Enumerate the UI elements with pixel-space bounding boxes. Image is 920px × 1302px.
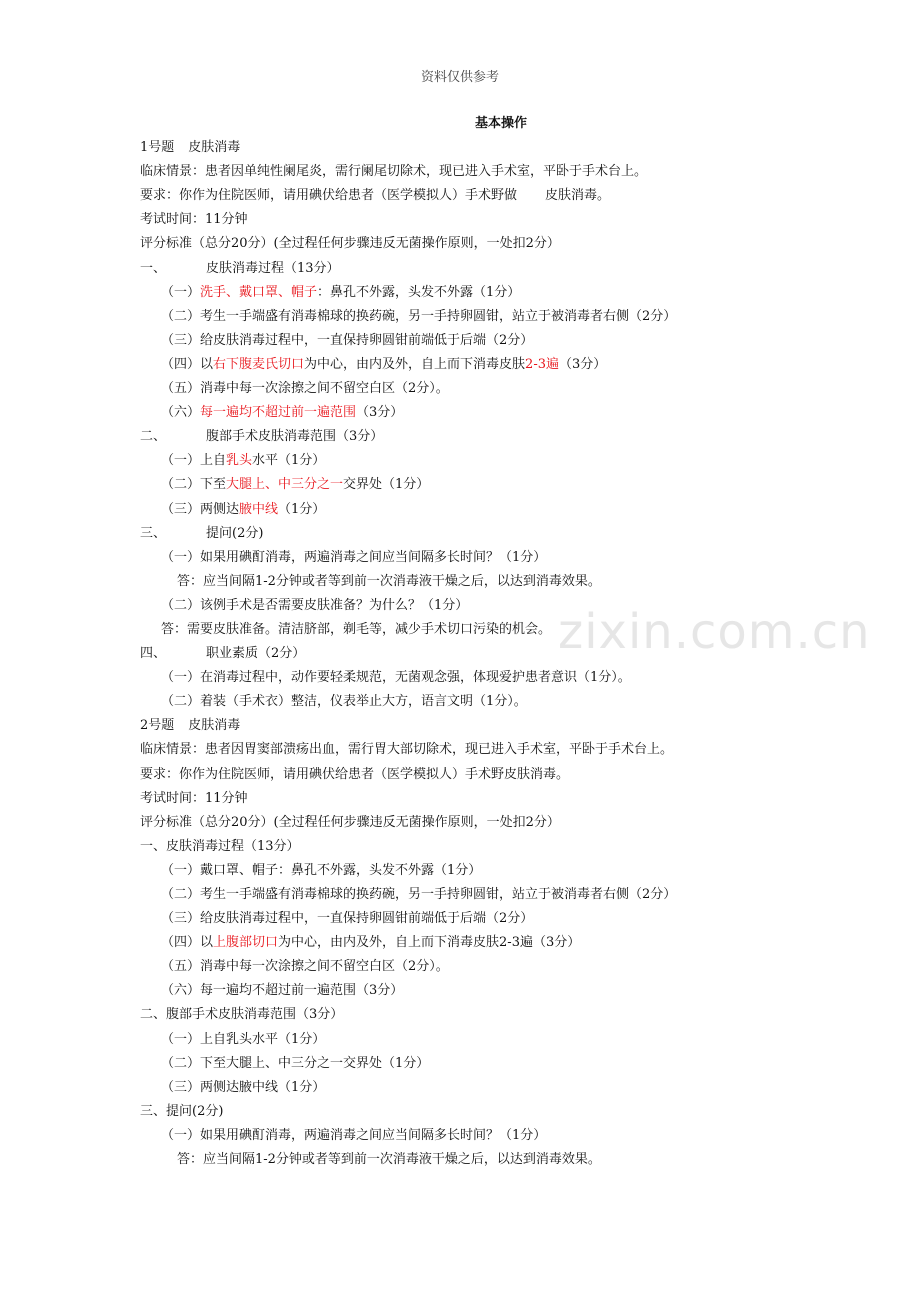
q2-s1-item-4: （四）以上腹部切口为中心，由内及外，自上而下消毒皮肤2-3遍（3分） — [161, 935, 581, 951]
q1-section-4-heading: 四、 职业素质（2分） — [140, 646, 306, 662]
q1-s1-item-5: （五）消毒中每一次涂擦之间不留空白区（2分）。 — [161, 381, 449, 397]
q1-s1-item-4: （四）以右下腹麦氏切口为中心，由内及外，自上而下消毒皮肤2-3遍（3分） — [161, 356, 607, 372]
q2-s3-answer-1: 答：应当间隔1-2分钟或者等到前一次消毒液干燥之后，以达到消毒效果。 — [177, 1152, 601, 1168]
q1-s1-item-3: （三）给皮肤消毒过程中，一直保持卵圆钳前端低于后端（2分） — [161, 332, 534, 348]
q1-criteria: 评分标准（总分20分）(全过程任何步骤违反无菌操作原则，一处扣2分） — [140, 236, 560, 252]
q1-s4-item-2: （二）着装（手术衣）整洁，仪表举止大方，语言文明（1分）。 — [161, 694, 527, 710]
q1-section-1-heading: 一、 皮肤消毒过程（13分） — [140, 260, 340, 276]
q1-scenario: 临床情景：患者因单纯性阑尾炎，需行阑尾切除术，现已进入手术室，平卧于手术台上。 — [140, 164, 648, 180]
q1-heading — [140, 136, 780, 160]
q1-s1-item-2: （二）考生一手端盛有消毒棉球的换药碗，另一手持卵圆钳，站立于被消毒者右侧（2分） — [161, 308, 677, 324]
document-body — [140, 112, 780, 1172]
watermark: zixin.com.cn — [558, 604, 871, 660]
q1-s1-item-6: （六）每一遍均不超过前一遍范围（3分） — [161, 405, 404, 421]
q2-criteria: 评分标准（总分20分）(全过程任何步骤违反无菌操作原则，一处扣2分） — [140, 814, 560, 830]
q2-name: 皮肤消毒 — [188, 718, 241, 734]
q1-s2-item-3: （三）两侧达腋中线（1分） — [161, 501, 326, 517]
q1-s1-item-1: （一）洗手、戴口罩、帽子：鼻孔不外露，头发不外露（1分） — [161, 284, 521, 300]
q2-s1-item-6: （六）每一遍均不超过前一遍范围（3分） — [161, 983, 404, 999]
q2-section-3-heading: 三、提问(2分) — [140, 1103, 224, 1119]
q2-number: 2号题 — [140, 718, 175, 734]
q2-scenario: 临床情景：患者因胃窦部溃疡出血，需行胃大部切除术，现已进入手术室，平卧于手术台上。 — [140, 742, 674, 758]
q1-requirement: 要求：你作为住院医师，请用碘伏给患者（医学模拟人）手术野做 皮肤消毒。 — [140, 188, 611, 204]
q2-s1-item-1: （一）戴口罩、帽子：鼻孔不外露，头发不外露（1分） — [161, 862, 482, 878]
q1-s2-item-1: （一）上自乳头水平（1分） — [161, 453, 326, 469]
q1-s3-question-1: （一）如果用碘酊消毒，两遍消毒之间应当间隔多长时间？（1分） — [161, 549, 547, 565]
page-header: 资料仅供参考 — [420, 70, 499, 85]
q1-number: 1号题 — [140, 140, 175, 156]
q2-s2-item-3: （三）两侧达腋中线（1分） — [161, 1079, 326, 1095]
document-title: 基本操作 — [474, 116, 527, 131]
q2-s2-item-2: （二）下至大腿上、中三分之一交界处（1分） — [161, 1055, 430, 1071]
q2-heading — [140, 714, 780, 738]
q1-s3-question-2: （二）该例手术是否需要皮肤准备？为什么？（1分） — [161, 597, 469, 613]
q1-section-2-heading: 二、 腹部手术皮肤消毒范围（3分） — [140, 429, 384, 445]
q2-s2-item-1: （一）上自乳头水平（1分） — [161, 1031, 326, 1047]
q2-section-2-heading: 二、腹部手术皮肤消毒范围（3分） — [140, 1007, 344, 1023]
q2-exam-time: 考试时间：11分钟 — [140, 790, 248, 806]
q1-s4-item-1: （一）在消毒过程中，动作要轻柔规范，无菌观念强，体现爱护患者意识（1分）。 — [161, 670, 631, 686]
q1-s2-item-2: （二）下至大腿上、中三分之一交界处（1分） — [161, 477, 430, 493]
q1-exam-time: 考试时间：11分钟 — [140, 212, 248, 228]
q1-s3-answer-2: 答：需要皮肤准备。清洁脐部，剃毛等，减少手术切口污染的机会。 — [161, 621, 552, 637]
q1-s3-answer-1: 答：应当间隔1-2分钟或者等到前一次消毒液干燥之后，以达到消毒效果。 — [177, 573, 601, 589]
q2-requirement: 要求：你作为住院医师，请用碘伏给患者（医学模拟人）手术野皮肤消毒。 — [140, 766, 570, 782]
q2-s1-item-2: （二）考生一手端盛有消毒棉球的换药碗，另一手持卵圆钳，站立于被消毒者右侧（2分） — [161, 887, 677, 902]
q2-s1-item-5: （五）消毒中每一次涂擦之间不留空白区（2分）。 — [161, 959, 449, 975]
q2-s1-item-3: （三）给皮肤消毒过程中，一直保持卵圆钳前端低于后端（2分） — [161, 911, 534, 927]
q2-s3-question-1: （一）如果用碘酊消毒，两遍消毒之间应当间隔多长时间？（1分） — [161, 1127, 547, 1143]
q1-name: 皮肤消毒 — [188, 140, 241, 156]
q1-section-3-heading: 三、 提问(2分) — [140, 525, 264, 541]
q2-section-1-heading: 一、皮肤消毒过程（13分） — [140, 838, 300, 854]
